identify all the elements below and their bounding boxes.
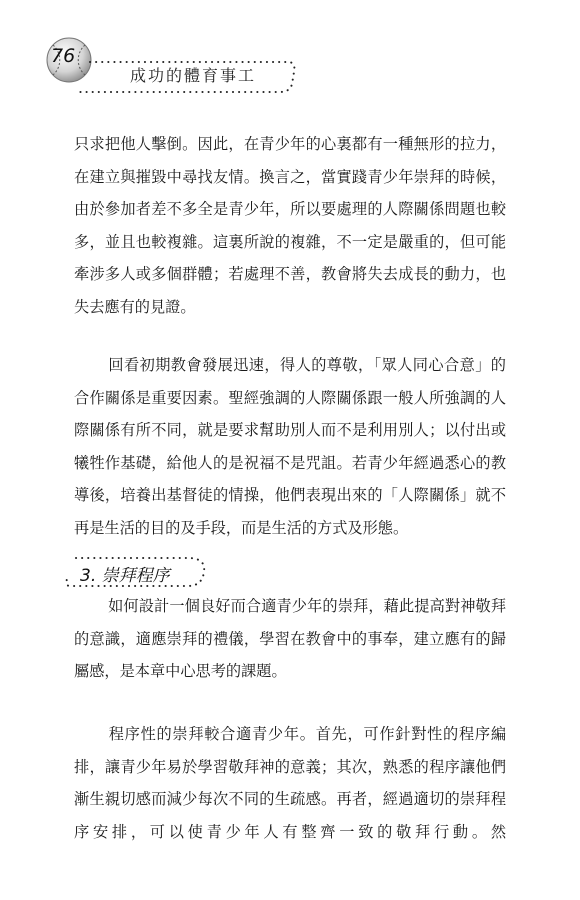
section-heading: 3. 崇拜程序	[80, 566, 170, 586]
page-number: 76	[51, 45, 76, 67]
body-paragraph-2-text: 回看初期教會發展迅速，得人的尊敬，「眾人同心合意」的合作關係是重要因素。聖經強調的人際關係跟一般人所強調的人際關係有所不同，就是要求幫助別人而不是利用別人；以付出或犧牲作基礎，給他人的是祝福不是咒詛。若青少年經過悉心的教導後，培養出基督徒的情操，他們表現出來的「人際關係」就不再是生活的目的及手段，而是生活的方式及形態。	[74, 356, 506, 537]
section-paragraph-2	[74, 718, 506, 848]
body-paragraph-2	[74, 349, 506, 544]
section-paragraph-1-text: 如何設計一個良好而合適青少年的崇拜，藉此提高對神敬拜的意識，適應崇拜的禮儀，學習在教會中的事奉，建立應有的歸屬感，是本章中心思考的課題。	[74, 597, 506, 680]
page-header	[0, 0, 580, 110]
section-paragraph-2-text: 程序性的崇拜較合適青少年。首先，可作針對性的程序編排，讓青少年易於學習敬拜神的意義；其次，熟悉的程序讓他們漸生親切感而減少每次不同的生疏感。再者，經過適切的崇拜程序安排，可以使青少年人有整齊一致的敬拜行動。然	[74, 725, 506, 841]
body-paragraph-1: 只求把他人擊倒。因此，在青少年的心裏都有一種無形的拉力，在建立與摧毀中尋找友情。換言之，當實踐青少年崇拜的時候，由於參加者差不多全是青少年，所以要處理的人際關係問題也較多，並且也較複雜。這裏所說的複雜，不一定是嚴重的，但可能牽涉多人或多個群體；若處理不善，教會將失去成長的動力，也失去應有的見證。	[74, 135, 506, 316]
section-paragraph-1	[74, 590, 506, 688]
running-title: 成功的體育事工	[130, 66, 257, 85]
